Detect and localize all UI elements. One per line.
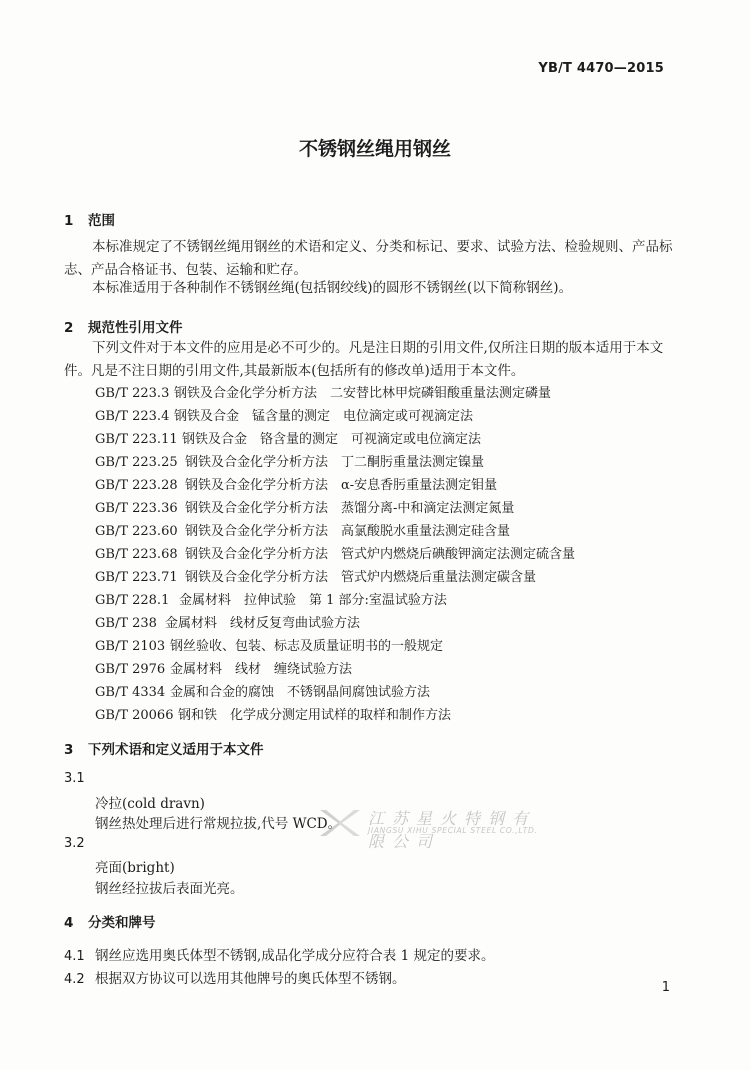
reference-item (95, 428, 575, 451)
reference-item (95, 520, 575, 543)
reference-title: 金属和合金的腐蚀 不锈钢晶间腐蚀试验方法 (170, 685, 431, 700)
reference-code: GB/T 223.36 (95, 501, 178, 516)
reference-code: GB/T 223.25 (95, 455, 178, 470)
section-number: 3 (64, 742, 74, 758)
section-1-paragraph-2 (64, 277, 686, 300)
reference-item (95, 566, 575, 589)
reference-code: GB/T 228.1 (95, 593, 170, 608)
reference-code: GB/T 223.28 (95, 478, 178, 493)
reference-code: GB/T 223.60 (95, 524, 178, 539)
reference-code: GB/T 223.3 (95, 386, 170, 401)
reference-item (95, 658, 575, 681)
term-3-2-definition: 钢丝经拉拔后表面光亮。 (95, 881, 244, 897)
reference-code: GB/T 223.4 (95, 409, 170, 424)
company-logo-icon (318, 806, 362, 840)
watermark-company-name-en: JIANGSU XIHU SPECIAL STEEL CO.,LTD. (368, 826, 538, 835)
clause-text: 根据双方协议可以选用其他牌号的奥氏体型不锈钢。 (95, 971, 406, 987)
section-1-paragraph-1 (64, 236, 686, 282)
clause-4-2 (64, 967, 406, 987)
section-number: 1 (64, 213, 74, 229)
section-number: 2 (64, 320, 74, 336)
reference-title: 钢铁及合金化学分析方法 高氯酸脱水重量法测定硅含量 (185, 524, 511, 539)
section-title: 规范性引用文件 (88, 320, 183, 336)
reference-item (95, 589, 575, 612)
clause-text: 钢丝应选用奥氏体型不锈钢,成品化学成分应符合表 1 规定的要求。 (95, 948, 495, 964)
reference-code: GB/T 4334 (95, 685, 166, 700)
reference-title: 金属材料 拉伸试验 第 1 部分:室温试验方法 (179, 593, 447, 608)
section-2-paragraph-1 (64, 337, 686, 383)
section-title: 下列术语和定义适用于本文件 (88, 742, 264, 758)
section-number: 4 (64, 915, 74, 931)
reference-code: GB/T 223.68 (95, 547, 178, 562)
term-3-1-number: 3.1 (64, 771, 85, 786)
paragraph-text: 下列文件对于本文件的应用是必不可少的。凡是注日期的引用文件,仅所注日期的版本适用于本文件。凡是不注日期的引用文件,其最新版本(包括所有的修改单)适用于本文件。 (64, 340, 664, 379)
reference-item (95, 612, 575, 635)
reference-item (95, 474, 575, 497)
page-number: 1 (661, 980, 670, 995)
term-3-2-name: 亮面(bright) (95, 860, 175, 876)
section-2-heading (64, 316, 183, 336)
reference-item (95, 497, 575, 520)
document-title: 不锈钢丝绳用钢丝 (298, 138, 451, 160)
reference-code: GB/T 223.71 (95, 570, 178, 585)
reference-title: 钢铁及合金化学分析方法 α-安息香肟重量法测定钼量 (185, 478, 498, 493)
section-title: 分类和牌号 (88, 915, 156, 931)
reference-title: 钢和铁 化学成分测定用试样的取样和制作方法 (178, 708, 452, 723)
section-title: 范围 (88, 213, 115, 229)
reference-item (95, 681, 575, 704)
reference-title: 钢铁及合金 锰含量的测定 电位滴定或可视滴定法 (174, 409, 474, 424)
reference-code: GB/T 2976 (95, 662, 166, 677)
reference-item (95, 543, 575, 566)
reference-title: 钢铁及合金化学分析方法 丁二酮肟重量法测定镍量 (185, 455, 485, 470)
watermark-company-name-cn: 江苏星火特钢有限公司 (368, 809, 537, 851)
reference-title: 钢丝验收、包装、标志及质量证明书的一般规定 (170, 639, 444, 654)
section-4-heading (64, 911, 156, 931)
section-3-heading (64, 738, 264, 758)
reference-title: 钢铁及合金化学分析方法 二安替比林甲烷磷钼酸重量法测定磷量 (174, 386, 552, 401)
clause-4-1 (64, 944, 494, 964)
reference-title: 钢铁及合金 铬含量的测定 可视滴定或电位滴定法 (182, 432, 482, 447)
clause-number: 4.1 (64, 949, 85, 964)
paragraph-text: 本标准规定了不锈钢丝绳用钢丝的术语和定义、分类和标记、要求、试验方法、检验规则、产品标志、产品合格证书、包装、运输和贮存。 (64, 239, 673, 278)
reference-item (95, 382, 575, 405)
reference-title: 金属材料 线材 缠绕试验方法 (170, 662, 353, 677)
standard-code: YB/T 4470—2015 (538, 61, 664, 76)
clause-number: 4.2 (64, 972, 85, 987)
reference-title: 钢铁及合金化学分析方法 管式炉内燃烧后重量法测定碳含量 (185, 570, 537, 585)
term-3-1-definition: 钢丝热处理后进行常规拉拔,代号 WCD。 (95, 816, 342, 832)
reference-item (95, 451, 575, 474)
reference-item (95, 635, 575, 658)
section-1-heading (64, 209, 115, 229)
reference-code: GB/T 2103 (95, 639, 166, 654)
reference-code: GB/T 223.11 (95, 432, 178, 447)
reference-title: 钢铁及合金化学分析方法 管式炉内燃烧后碘酸钾滴定法测定硫含量 (185, 547, 576, 562)
reference-item (95, 405, 575, 428)
reference-item (95, 704, 575, 727)
reference-code: GB/T 20066 (95, 708, 174, 723)
reference-title: 钢铁及合金化学分析方法 蒸馏分离-中和滴定法测定氮量 (185, 501, 515, 516)
reference-code: GB/T 238 (95, 616, 157, 631)
term-3-2-number: 3.2 (64, 836, 85, 851)
paragraph-text: 本标准适用于各种制作不锈钢丝绳(包括钢绞线)的圆形不锈钢丝(以下简称钢丝)。 (92, 280, 573, 296)
company-watermark (318, 804, 553, 851)
normative-references-list (95, 382, 575, 727)
reference-title: 金属材料 线材反复弯曲试验方法 (165, 616, 361, 631)
term-3-1-name: 冷拉(cold dravn) (95, 796, 205, 812)
